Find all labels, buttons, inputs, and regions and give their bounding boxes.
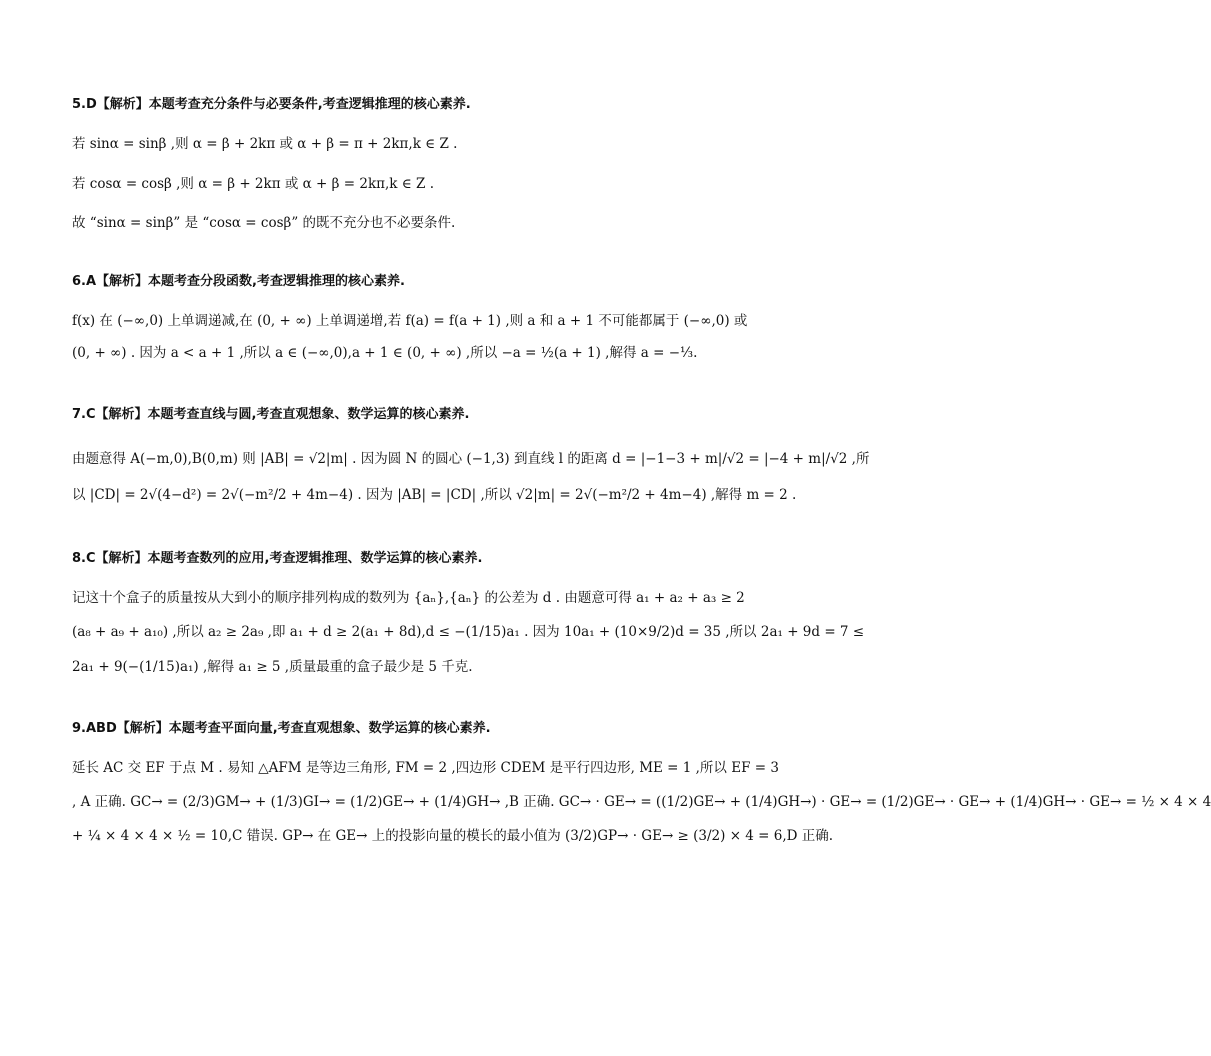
section-5-heading: 5.D【解析】本题考查充分条件与必要条件,考查逻辑推理的核心素养.: [72, 97, 471, 112]
section-6-heading: 6.A【解析】本题考查分段函数,考查逻辑推理的核心素养.: [72, 274, 405, 289]
section-8-line-1: 记这十个盒子的质量按从大到小的顺序排列构成的数列为 {aₙ},{aₙ} 的公差为 d . 由题意可得 a₁ + a₂ + a₃ ≥ 2: [72, 590, 745, 606]
section-5-line-1: 若 sinα = sinβ ,则 α = β + 2kπ 或 α + β = π + 2kπ,k ∈ Z .: [72, 136, 458, 152]
section-7-heading: 7.C【解析】本题考查直线与圆,考查直观想象、数学运算的核心素养.: [72, 407, 470, 422]
section-8-heading: 8.C【解析】本题考查数列的应用,考查逻辑推理、数学运算的核心素养.: [72, 551, 483, 566]
section-7-line-2: 以 |CD| = 2√(4−d²) = 2√(−m²/2 + 4m−4) . 因为 |AB| = |CD| ,所以 √2|m| = 2√(−m²/2 + 4m−4) ,解得 m = 2 .: [72, 487, 797, 503]
section-9-line-1: 延长 AC 交 EF 于点 M . 易知 △AFM 是等边三角形, FM = 2 ,四边形 CDEM 是平行四边形, ME = 1 ,所以 EF = 3: [72, 760, 779, 776]
section-9-heading: 9.ABD【解析】本题考查平面向量,考查直观想象、数学运算的核心素养.: [72, 721, 491, 736]
section-9-line-2: , A 正确. GC→ = (2/3)GM→ + (1/3)GI→ = (1/2)GE→ + (1/4)GH→ ,B 正确. GC→ · GE→ = ((1/2)GE→ + (1/4)GH→) · GE→ = (1/2)GE→ · GE→ + (1/4)GH→ · GE→ = ½ × 4 × 4: [72, 794, 1211, 810]
section-8-line-2: (a₈ + a₉ + a₁₀) ,所以 a₂ ≥ 2a₉ ,即 a₁ + d ≥ 2(a₁ + 8d),d ≤ −(1/15)a₁ . 因为 10a₁ + (10×9/2)d = 35 ,所以 2a₁ + 9d = 7 ≤: [72, 624, 865, 640]
section-8-line-3: 2a₁ + 9(−(1/15)a₁) ,解得 a₁ ≥ 5 ,质量最重的盒子最少是 5 千克.: [72, 659, 473, 675]
section-6-line-1: f(x) 在 (−∞,0) 上单调递减,在 (0, + ∞) 上单调递增,若 f(a) = f(a + 1) ,则 a 和 a + 1 不可能都属于 (−∞,0) 或: [72, 313, 748, 329]
section-7-line-1: 由题意得 A(−m,0),B(0,m) 则 |AB| = √2|m| . 因为圆 N 的圆心 (−1,3) 到直线 l 的距离 d = |−1−3 + m|/√2 = |−4 + m|/√2 ,所: [72, 451, 870, 467]
section-5-line-3: 故 “sinα = sinβ” 是 “cosα = cosβ” 的既不充分也不必要条件.: [72, 215, 456, 231]
section-9-line-3: + ¼ × 4 × 4 × ½ = 10,C 错误. GP→ 在 GE→ 上的投影向量的模长的最小值为 (3/2)GP→ · GE→ ≥ (3/2) × 4 = 6,D 正确.: [72, 828, 834, 844]
section-6-line-2: (0, + ∞) . 因为 a < a + 1 ,所以 a ∈ (−∞,0),a + 1 ∈ (0, + ∞) ,所以 −a = ½(a + 1) ,解得 a = −⅓.: [72, 345, 698, 361]
section-5-line-2: 若 cosα = cosβ ,则 α = β + 2kπ 或 α + β = 2kπ,k ∈ Z .: [72, 176, 435, 192]
